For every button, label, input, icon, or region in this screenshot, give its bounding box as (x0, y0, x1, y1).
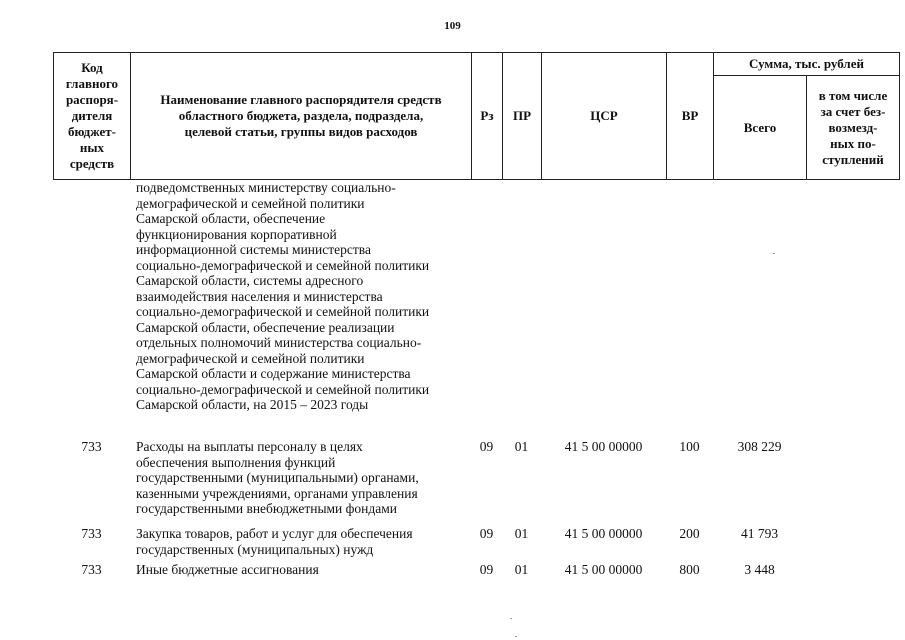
header-code-line: бюджет- (67, 124, 116, 139)
row-total: 41 793 (740, 526, 779, 541)
scan-speck (510, 618, 512, 619)
header-total: Всего (714, 76, 807, 180)
row-pr: 01 (514, 439, 529, 454)
header-rz: Рз (472, 53, 503, 180)
row-pr: 01 (514, 526, 529, 541)
row-total: 308 229 (737, 439, 782, 454)
row-csr: 41 5 00 00000 (564, 439, 643, 454)
row-name-line: государственными (муниципальными) органами, (136, 470, 419, 485)
header-sum-title: Сумма, тыс. рублей (714, 53, 900, 76)
header-code (54, 53, 131, 180)
continuation-line: Самарской области, обеспечение реализации (136, 319, 395, 335)
header-code-line: дителя (71, 108, 113, 123)
row-code: 733 (81, 439, 102, 454)
continuation-line: социально-демографической и семейной политики (136, 381, 430, 397)
budget-table-header (53, 52, 900, 180)
header-name-line: Наименование главного распорядителя средств (160, 92, 442, 107)
header-gratuitous-line: ступлений (822, 151, 884, 167)
header-gratuitous-line: возмезд- (828, 119, 878, 135)
row-vr: 200 (679, 526, 700, 541)
continuation-line: отдельных полномочий министерства социально- (136, 335, 422, 350)
header-code-line: средств (69, 156, 115, 171)
header-gratuitous-line: за счет без- (820, 103, 886, 119)
header-name-line: целевой статьи, группы видов расходов (184, 124, 418, 139)
row-code: 733 (81, 562, 102, 577)
row-rz: 09 (479, 526, 494, 541)
header-gratuitous-line: в том числе (818, 87, 888, 103)
row-vr: 800 (679, 562, 700, 577)
row-name-line: государственными внебюджетными фондами (136, 501, 398, 516)
continuation-line: Самарской области и содержание министерства (136, 366, 411, 381)
header-gratuitous (807, 76, 900, 180)
row-rz: 09 (479, 439, 494, 454)
continuation-line: Самарской области, на 2015 – 2023 годы (136, 397, 369, 412)
header-csr: ЦСР (542, 53, 667, 180)
continuation-line: социально-демографической и семейной политики (136, 257, 430, 273)
header-name-line: областного бюджета, раздела, подраздела, (178, 108, 424, 123)
continuation-line: Самарской области, системы адресного (136, 273, 364, 288)
header-vr: ВР (667, 53, 714, 180)
continuation-line: Самарской области, обеспечение (136, 211, 326, 226)
scan-speck (773, 253, 775, 254)
row-name-line: государственных (муниципальных) нужд (136, 541, 374, 557)
header-pr: ПР (503, 53, 542, 180)
row-total: 3 448 (744, 562, 775, 577)
row-rz: 09 (479, 562, 494, 577)
page-number: 109 (444, 20, 461, 32)
continuation-line: социально-демографической и семейной политики (136, 304, 430, 319)
header-gratuitous-line: ных по- (830, 135, 876, 151)
header-code-line: Код (81, 60, 103, 75)
row-vr: 100 (679, 439, 700, 454)
row-pr: 01 (514, 562, 529, 577)
header-name (131, 53, 472, 180)
row-name-line: казенными учреждениями, органами управления (136, 485, 418, 501)
row-code: 733 (81, 526, 102, 541)
continuation-line: взаимодействия населения и министерства (136, 288, 383, 304)
row-name-line: Иные бюджетные ассигнования (136, 562, 319, 577)
header-code-line: ных (79, 140, 105, 155)
row-name-line: обеспечения выполнения функций (136, 454, 336, 470)
continuation-line: демографической и семейной политики (136, 195, 365, 211)
row-name-line: Расходы на выплаты персоналу в целях (136, 439, 363, 454)
header-code-line: главного (65, 76, 119, 91)
header-code-line: распоря- (65, 92, 119, 107)
row-csr: 41 5 00 00000 (564, 562, 643, 577)
continuation-line: демографической и семейной политики (136, 350, 365, 366)
scan-speck (515, 636, 517, 637)
continuation-line: функционирования корпоративной (136, 226, 337, 242)
continuation-line: информационной системы министерства (136, 242, 371, 257)
row-csr: 41 5 00 00000 (564, 526, 643, 541)
continuation-line: подведомственных министерству социально- (136, 180, 396, 195)
row-name-line: Закупка товаров, работ и услуг для обеспечения (136, 526, 413, 541)
